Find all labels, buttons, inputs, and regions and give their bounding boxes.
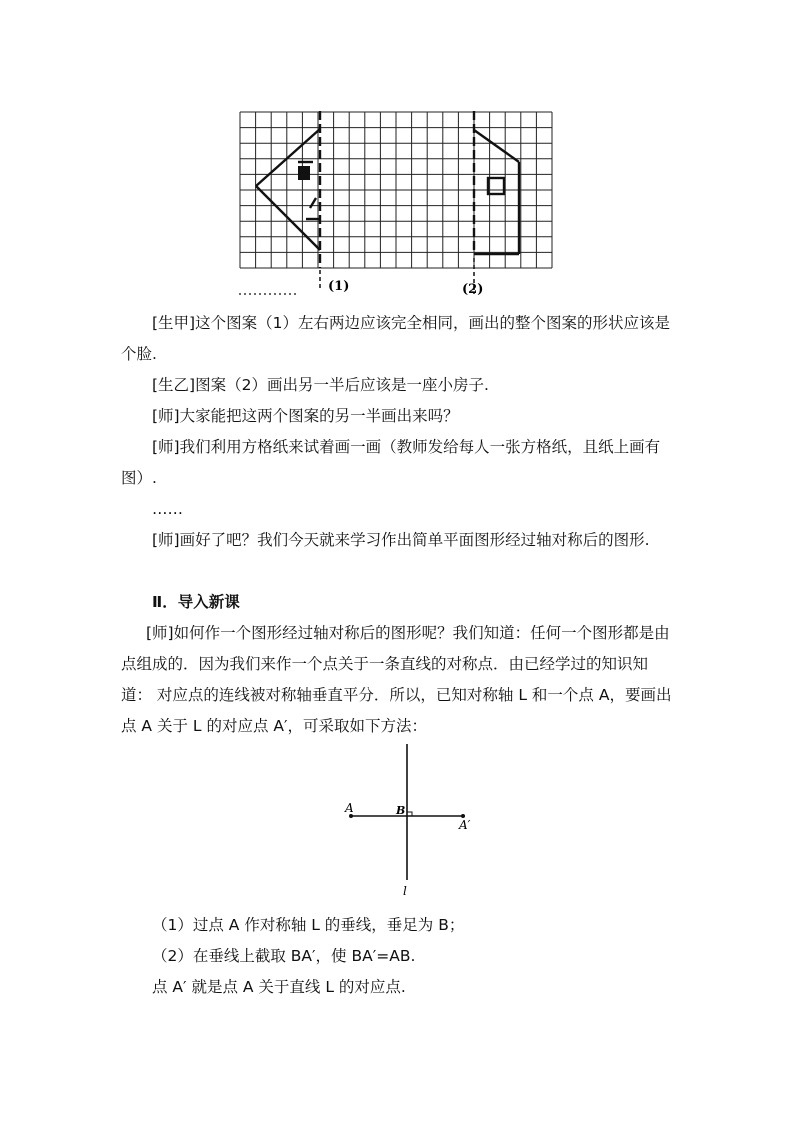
paragraph-teacher-1 (121, 401, 676, 432)
paragraph-text: 大家能把这两个图案的另一半画出来吗？ (179, 407, 459, 425)
paragraph-ellipsis (121, 494, 676, 525)
speaker-tag: [师] (152, 531, 180, 549)
paragraph-text: 我们利用方格纸来试着画一画（教师发给每人一张方格纸，且纸上画有图）. (121, 438, 661, 487)
label-a-prime: A′ (459, 818, 471, 832)
step-2: （2）在垂线上截取 BA′，使 BA′=AB. (152, 947, 416, 965)
paragraph-text: 这个图案（1）左右两边应该完全相同，画出的整个图案的形状应该是个脸. (121, 314, 670, 363)
paragraph-text: 图案（2）画出另一半后应该是一座小房子. (195, 376, 489, 394)
step-1: （1）过点 A 作对称轴 L 的垂线，垂足为 B； (152, 916, 465, 934)
caption-2: (2) (462, 282, 484, 297)
conclusion: 点 A′ 就是点 A 关于直线 L 的对应点. (152, 978, 406, 996)
paragraph-text: 画好了吧？我们今天就来学习作出简单平面图形经过轴对称后的图形. (179, 531, 650, 549)
speaker-tag: [生乙] (152, 376, 196, 394)
section-heading: Ⅱ．导入新课 (152, 593, 240, 611)
label-l: l (403, 884, 407, 898)
caption-1: (1) (328, 279, 350, 294)
label-a: A (345, 801, 354, 815)
grid-figure (236, 108, 556, 298)
label-b: B (396, 804, 406, 817)
speaker-tag: [师] (152, 438, 180, 456)
speaker-tag: [师] (152, 407, 180, 425)
eye-block (298, 166, 310, 180)
paragraph-student-a (121, 308, 676, 370)
speaker-tag: [师] (146, 624, 174, 642)
reflection-diagram (335, 740, 485, 900)
paragraph-text: 如何作一个图形经过轴对称后的图形呢？我们知道：任何一个图形都是由点组成的．因为我们来作一个点关于一条直线的对称点．由已经学过的知识知道： 对应点的连线被对称轴垂直平分．所以，已知对称轴 L 和一个点 A，要画出点 A 关于 L 的对应点 A′，可采取如下方法： (121, 624, 672, 735)
house-half-pattern (474, 111, 519, 254)
paragraph-intro (121, 618, 676, 742)
paragraph-text: …… (152, 500, 183, 518)
paragraph-student-b (121, 370, 676, 401)
paragraph-teacher-3 (121, 525, 676, 556)
speaker-tag: [生甲] (152, 314, 196, 332)
paragraph-teacher-2 (121, 432, 676, 494)
